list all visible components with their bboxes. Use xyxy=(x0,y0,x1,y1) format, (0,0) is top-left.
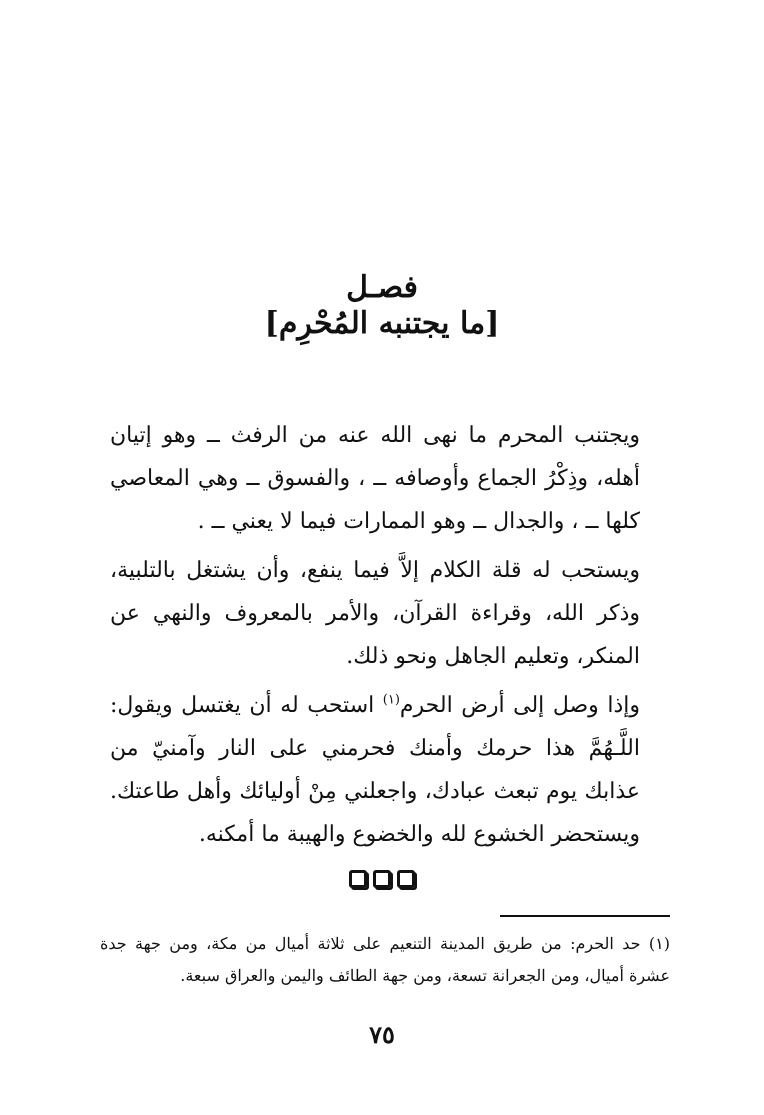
footnote: (١) حد الحرم: من طريق المدينة التنعيم على ثلاثة أميال من مكة، ومن جهة جدة عشرة أميال، ومن الجعرانة تسعة، ومن جهة الطائف واليمن والعراق سبعة. xyxy=(100,934,671,985)
paragraph-3-start: وإذا وصل إلى أرض الحرم xyxy=(399,693,640,718)
paragraph-1: ويجتنب المحرم ما نهى الله عنه من الرفث ــ وهو إتيان أهله، وذِكْرُ الجماع وأوصافه ــ ، والفسوق ــ وهي المعاصي كلها ــ ، والجدال ــ وهو الممارات فيما لا يعني ــ . xyxy=(110,423,640,534)
square-ornament-icon xyxy=(373,870,391,888)
section-end-ornament xyxy=(0,870,764,888)
footnote-reference[interactable]: (١) xyxy=(382,692,400,708)
page-number: ٧٥ xyxy=(369,1020,395,1049)
section-title: [ما يجتنبه المُحْرِم] xyxy=(264,306,500,341)
footnote-divider xyxy=(500,915,670,917)
square-ornament-icon xyxy=(397,870,415,888)
paragraph-3-rest: استحب له أن يغتسل ويقول: اللَّـهُمَّ هذا حرمك وأمنك فحرمني على النار وآمنيّ من عذابك يوم تبعث عبادك، واجعلني مِنْ أوليائك وأهل طاعتك. ويستحضر الخشوع لله والخضوع والهيبة ما أمكنه. xyxy=(110,693,640,847)
paragraph-2: ويستحب له قلة الكلام إلاَّ فيما ينفع، وأن يشتغل بالتلبية، وذكر الله، وقراءة القرآن، والأمر بالمعروف والنهي عن المنكر، وتعليم الجاهل ونحو ذلك. xyxy=(110,558,640,669)
chapter-heading: فصـل xyxy=(346,270,418,305)
body-text xyxy=(110,414,640,862)
square-ornament-icon xyxy=(349,870,367,888)
paragraph-3 xyxy=(110,684,640,856)
